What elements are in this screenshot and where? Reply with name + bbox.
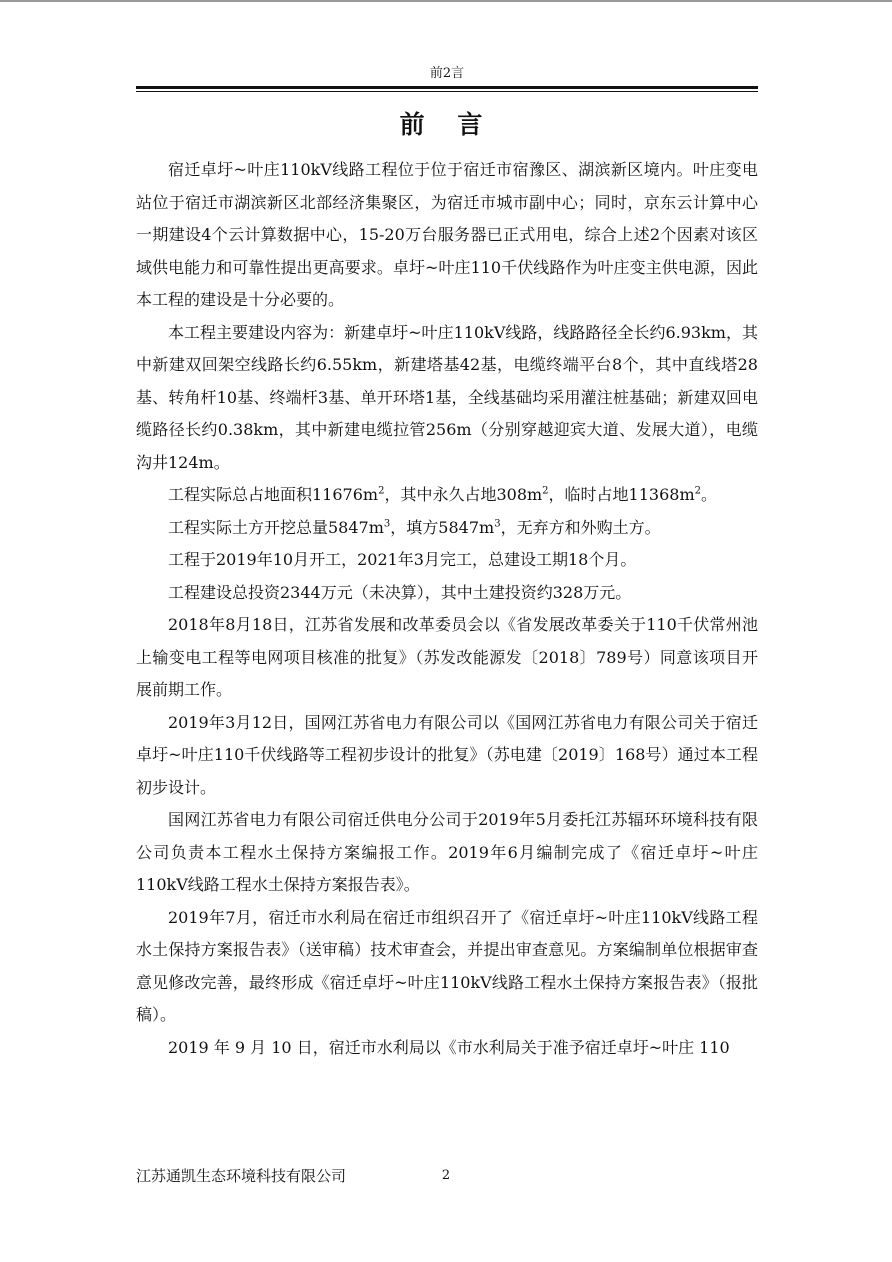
body-text <box>136 154 758 1064</box>
footer-company: 江苏通凯生态环境科技有限公司 <box>136 1167 347 1185</box>
paragraph-construction-content: 本工程主要建设内容为：新建卓圩~叶庄110kV线路，线路路径全长约6.93km，其中新建双回架空线路长约6.55km，新建塔基42基，电缆终端平台8个，其中直线塔28基、转角杆10基、终端杆3基、单开环塔1基，全线基础均采用灌注桩基础；新建双回电缆路径长约0.38km，其中新建电缆拉管256m（分别穿越迎宾大道、发展大道），电缆沟井124m。 <box>136 322 758 472</box>
paragraph-land-area: 工程实际总占地面积$11676m^2$，其中永久占地$308m^2$，临时占地$11368m^2$。 <box>168 485 718 504</box>
paragraph-schedule: 工程于2019年10月开工，2021年3月完工，总建设工期18个月。 <box>168 550 637 569</box>
paragraph-investment: 工程建设总投资2344万元（未决算），其中土建投资约328万元。 <box>168 582 632 602</box>
paragraph-approval-2018: 2018年8月18日，江苏省发展和改革委员会以《省发展改革委关于110千伏常州池上输变电工程等电网项目核准的批复》（苏发改能源发〔2018〕789号）同意该项目开展前期工作。 <box>136 615 758 699</box>
paragraph-approval-2019: 2019 年 9 月 10 日，宿迁市水利局以《市水利局关于准予宿迁卓圩~叶庄 110 <box>168 1037 730 1057</box>
paragraph-design-approval: 2019年3月12日，国网江苏省电力有限公司以《国网江苏省电力有限公司关于宿迁卓圩~叶庄110千伏线路等工程初步设计的批复》（苏电建〔2019〕168号）通过本工程初步设计。 <box>136 712 758 797</box>
running-header: 前2言 <box>429 66 465 81</box>
section-title: 前 言 <box>399 110 495 139</box>
paragraph-background: 宿迁卓圩~叶庄110kV线路工程位于位于宿迁市宿豫区、湖滨新区境内。叶庄变电站位于宿迁市湖滨新区北部经济集聚区，为宿迁市城市副中心；同时，京东云计算中心一期建设4个云计算数据中心，15-20万台服务器已正式用电，综合上述2个因素对该区域供电能力和可靠性提出更高要求。卓圩~叶庄110千伏线路作为叶庄变主供电源，因此本工程的建设是十分必要的。 <box>136 160 758 309</box>
page-number: 2 <box>441 1168 451 1183</box>
paragraph-review-meeting: 2019年7月，宿迁市水利局在宿迁市组织召开了《宿迁卓圩~叶庄110kV线路工程水土保持方案报告表》（送审稿）技术审查会，并提出审查意见。方案编制单位根据审查意见修改完善，最终形成《宿迁卓圩~叶庄110kV线路工程水土保持方案报告表》（报批稿）。 <box>136 907 758 1024</box>
paragraph-commission: 国网江苏省电力有限公司宿迁供电分公司于2019年5月委托江苏辐环环境科技有限公司负责本工程水土保持方案编报工作。2019年6月编制完成了《宿迁卓圩~叶庄110kV线路工程水土保持方案报告表》。 <box>136 810 758 894</box>
paragraph-earthwork: 工程实际土方开挖总量$5847m^3$，填方$5847m^3$，无弃方和外购土方。 <box>168 517 661 537</box>
page-top-border <box>0 0 892 2</box>
header-rule-thin <box>136 91 758 92</box>
header-rule-thick <box>136 86 758 89</box>
